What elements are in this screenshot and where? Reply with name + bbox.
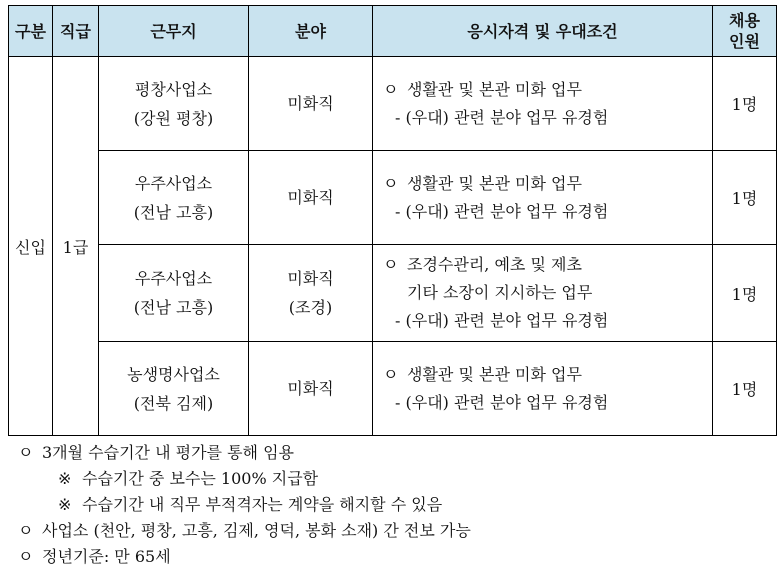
location-cell (99, 151, 249, 245)
location-name: 우주사업소 (134, 269, 213, 288)
condition-cell (373, 151, 713, 245)
table-row (9, 151, 777, 245)
recruitment-table (8, 5, 777, 436)
count-cell: 1명 (713, 342, 777, 436)
field-name: 미화직 (287, 269, 334, 288)
location-region: (전남 고흥) (133, 298, 214, 317)
header-condition: 응시자격 및 우대조건 (373, 6, 713, 57)
circle-bullet: ㅇ (383, 79, 399, 99)
circle-bullet: ㅇ (18, 521, 34, 540)
note-text: 사업소 (천안, 평창, 고흥, 김제, 영덕, 봉화 소재) 간 전보 가능 (42, 521, 471, 540)
condition-line-2: 기타 소장이 지시하는 업무 (407, 283, 593, 302)
condition-line (383, 251, 712, 279)
notes-list (18, 440, 778, 570)
location-cell (99, 57, 249, 151)
condition-cell (373, 245, 713, 342)
count-cell: 1명 (713, 245, 777, 342)
location-region: (전남 고흥) (133, 202, 214, 222)
field-cell (249, 151, 373, 245)
field-subname: (조경) (288, 298, 333, 317)
field-name: 미화직 (287, 94, 334, 113)
condition-text: 생활관 및 본관 미화 업무 (407, 173, 582, 193)
condition-text: 생활관 및 본관 미화 업무 (407, 364, 582, 384)
field-cell (249, 245, 373, 342)
circle-bullet: ㅇ (383, 364, 399, 384)
division-cell: 신입 (9, 57, 53, 436)
note-item (18, 518, 778, 544)
location-name: 평창사업소 (134, 79, 213, 99)
preference-line: - (우대) 관련 분야 업무 유경험 (395, 392, 609, 412)
circle-bullet: ㅇ (18, 547, 34, 566)
header-location: 근무지 (99, 6, 249, 57)
circle-bullet: ㅇ (383, 173, 399, 193)
note-text: 정년기준: 만 65세 (42, 547, 171, 566)
table-header-row (9, 6, 777, 57)
header-field: 분야 (249, 6, 373, 57)
note-text: 수습기간 내 직무 부적격자는 계약을 해지할 수 있음 (82, 495, 443, 514)
reference-mark-icon: ※ (58, 495, 72, 514)
note-item (18, 440, 778, 466)
header-count-line2: 인원 (729, 32, 760, 51)
preference-line: - (우대) 관련 분야 업무 유경험 (395, 311, 609, 330)
note-subitem (18, 492, 778, 518)
note-subitem (18, 466, 778, 492)
grade-cell: 1급 (53, 57, 99, 436)
circle-bullet: ㅇ (383, 255, 399, 274)
condition-text: 생활관 및 본관 미화 업무 (407, 79, 582, 99)
note-text: 3개월 수습기간 내 평가를 통해 임용 (42, 443, 294, 462)
condition-line (383, 170, 712, 198)
preference-line: - (우대) 관련 분야 업무 유경험 (395, 107, 609, 127)
location-region: (전북 김제) (133, 393, 214, 413)
reference-mark-icon: ※ (58, 469, 72, 488)
condition-line (383, 361, 712, 389)
condition-line (383, 76, 712, 104)
location-cell (99, 342, 249, 436)
header-grade: 직급 (53, 6, 99, 57)
field-name: 미화직 (287, 188, 334, 207)
condition-cell (373, 57, 713, 151)
header-count-line1: 채용 (729, 11, 760, 30)
condition-cell (373, 342, 713, 436)
location-cell (99, 245, 249, 342)
count-cell: 1명 (713, 57, 777, 151)
field-name: 미화직 (287, 379, 334, 398)
condition-text: 조경수관리, 예초 및 제초 (407, 255, 582, 274)
table-row (9, 245, 777, 342)
header-count (713, 6, 777, 57)
note-text: 수습기간 중 보수는 100% 지급함 (82, 469, 319, 488)
header-division: 구분 (9, 6, 53, 57)
table-row (9, 342, 777, 436)
location-region: (강원 평창) (133, 108, 214, 128)
table-row (9, 57, 777, 151)
field-cell (249, 57, 373, 151)
location-name: 농생명사업소 (127, 364, 220, 384)
preference-line: - (우대) 관련 분야 업무 유경험 (395, 201, 609, 221)
circle-bullet: ㅇ (18, 443, 34, 462)
note-item (18, 544, 778, 570)
location-name: 우주사업소 (134, 173, 213, 193)
field-cell (249, 342, 373, 436)
count-cell: 1명 (713, 151, 777, 245)
